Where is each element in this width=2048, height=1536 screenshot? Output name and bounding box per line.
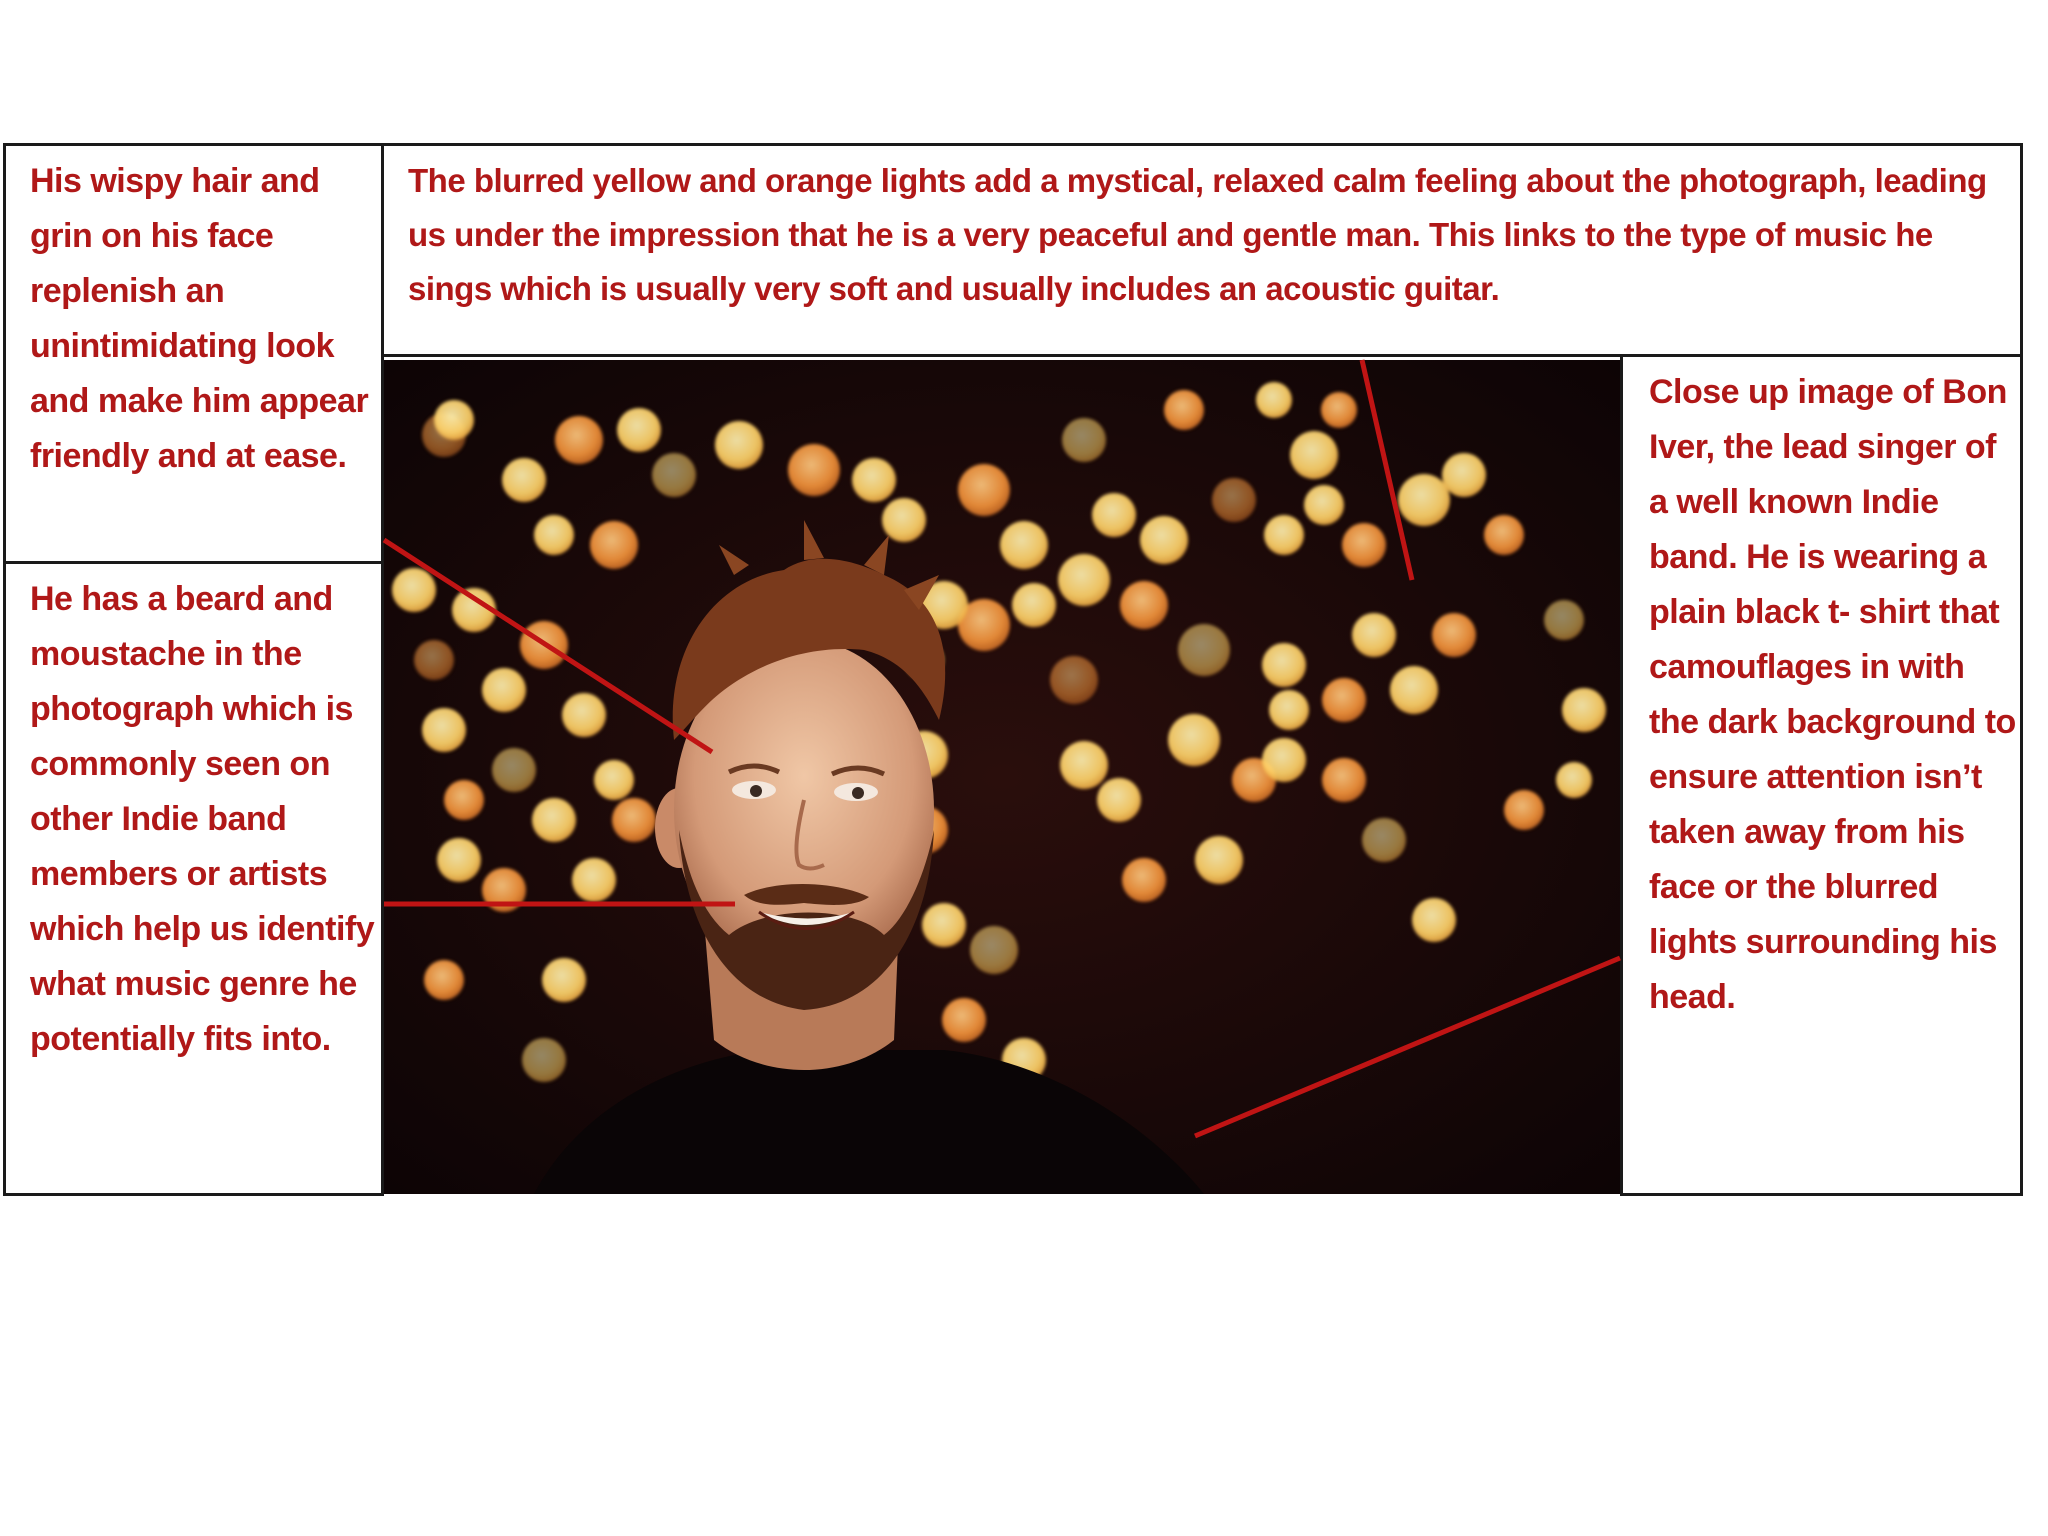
bokeh-light	[1321, 392, 1357, 428]
bokeh-light	[482, 668, 526, 712]
bokeh-light	[520, 621, 568, 669]
bokeh-light	[1342, 523, 1386, 567]
bokeh-light	[534, 515, 574, 555]
bokeh-light	[482, 868, 526, 912]
bokeh-light	[1000, 521, 1048, 569]
bokeh-light	[1362, 818, 1406, 862]
bokeh-light	[1264, 515, 1304, 555]
bokeh-light	[1262, 643, 1306, 687]
bokeh-light	[970, 926, 1018, 974]
bokeh-light	[1504, 790, 1544, 830]
bokeh-light	[444, 780, 484, 820]
bokeh-light	[1178, 624, 1230, 676]
bokeh-light	[1092, 493, 1136, 537]
bokeh-light	[572, 858, 616, 902]
bokeh-light	[1050, 656, 1098, 704]
bokeh-light	[1262, 738, 1306, 782]
bokeh-light	[1484, 515, 1524, 555]
annotation-beard: He has a beard and moustache in the photograph which is commonly seen on other Indie band members or artists which help us identify what music genre he potentially fits into.	[3, 561, 384, 1196]
bokeh-light	[1304, 485, 1344, 525]
bokeh-light	[1442, 453, 1486, 497]
bokeh-light	[788, 444, 840, 496]
portrait-illustration	[384, 360, 1620, 1194]
bokeh-light	[1058, 554, 1110, 606]
bokeh-light	[555, 416, 603, 464]
bokeh-light	[492, 748, 536, 792]
bokeh-light	[1398, 474, 1450, 526]
bokeh-light	[958, 464, 1010, 516]
bokeh-light	[1352, 613, 1396, 657]
bokeh-light	[562, 693, 606, 737]
annotation-close-up: Close up image of Bon Iver, the lead singer of a well known Indie band. He is wearing a plain black t- shirt that camouflages in with the dark background to ensure attention isn’t taken away from his face or the blurred lights surrounding his head.	[1620, 354, 2023, 1196]
bokeh-light	[532, 798, 576, 842]
bokeh-light	[1164, 390, 1204, 430]
bokeh-light	[434, 400, 474, 440]
bokeh-light	[922, 903, 966, 947]
bokeh-light	[1269, 690, 1309, 730]
bokeh-light	[522, 1038, 566, 1082]
bokeh-light	[542, 958, 586, 1002]
bokeh-light	[424, 960, 464, 1000]
bokeh-light	[1012, 583, 1056, 627]
bokeh-light	[1322, 758, 1366, 802]
bokeh-light	[452, 588, 496, 632]
bokeh-light	[392, 568, 436, 612]
bokeh-light	[1168, 714, 1220, 766]
bokeh-light	[422, 708, 466, 752]
bokeh-light	[882, 498, 926, 542]
bokeh-light	[1562, 688, 1606, 732]
annotation-lights: The blurred yellow and orange lights add a mystical, relaxed calm feeling about the photograph, leading us under the impression that he is a very peaceful and gentle man. This links to the type of music he sings which is usually very soft and usually includes an acoustic guitar.	[381, 143, 2023, 357]
bokeh-light	[1556, 762, 1592, 798]
bokeh-light	[942, 998, 986, 1042]
portrait-photo	[384, 360, 1620, 1194]
bokeh-light	[1322, 678, 1366, 722]
bokeh-light	[594, 760, 634, 800]
bokeh-light	[1062, 418, 1106, 462]
bokeh-light	[590, 521, 638, 569]
bokeh-light	[1195, 836, 1243, 884]
bokeh-light	[1544, 600, 1584, 640]
bokeh-light	[502, 458, 546, 502]
annotation-hair-grin: His wispy hair and grin on his face replenish an unintimidating look and make him appear friendly and at ease.	[3, 143, 384, 564]
bokeh-light	[617, 408, 661, 452]
bokeh-light	[852, 458, 896, 502]
bokeh-light	[1120, 581, 1168, 629]
bokeh-light	[1122, 858, 1166, 902]
bokeh-light	[414, 640, 454, 680]
bokeh-light	[652, 453, 696, 497]
bokeh-light	[1290, 431, 1338, 479]
bokeh-light	[1212, 478, 1256, 522]
bokeh-light	[1390, 666, 1438, 714]
bokeh-light	[1432, 613, 1476, 657]
bokeh-light	[1412, 898, 1456, 942]
bokeh-light	[1060, 741, 1108, 789]
bokeh-light	[612, 798, 656, 842]
bokeh-light	[1140, 516, 1188, 564]
bokeh-light	[715, 421, 763, 469]
bokeh-light	[437, 838, 481, 882]
bokeh-light	[1097, 778, 1141, 822]
bokeh-light	[1256, 382, 1292, 418]
